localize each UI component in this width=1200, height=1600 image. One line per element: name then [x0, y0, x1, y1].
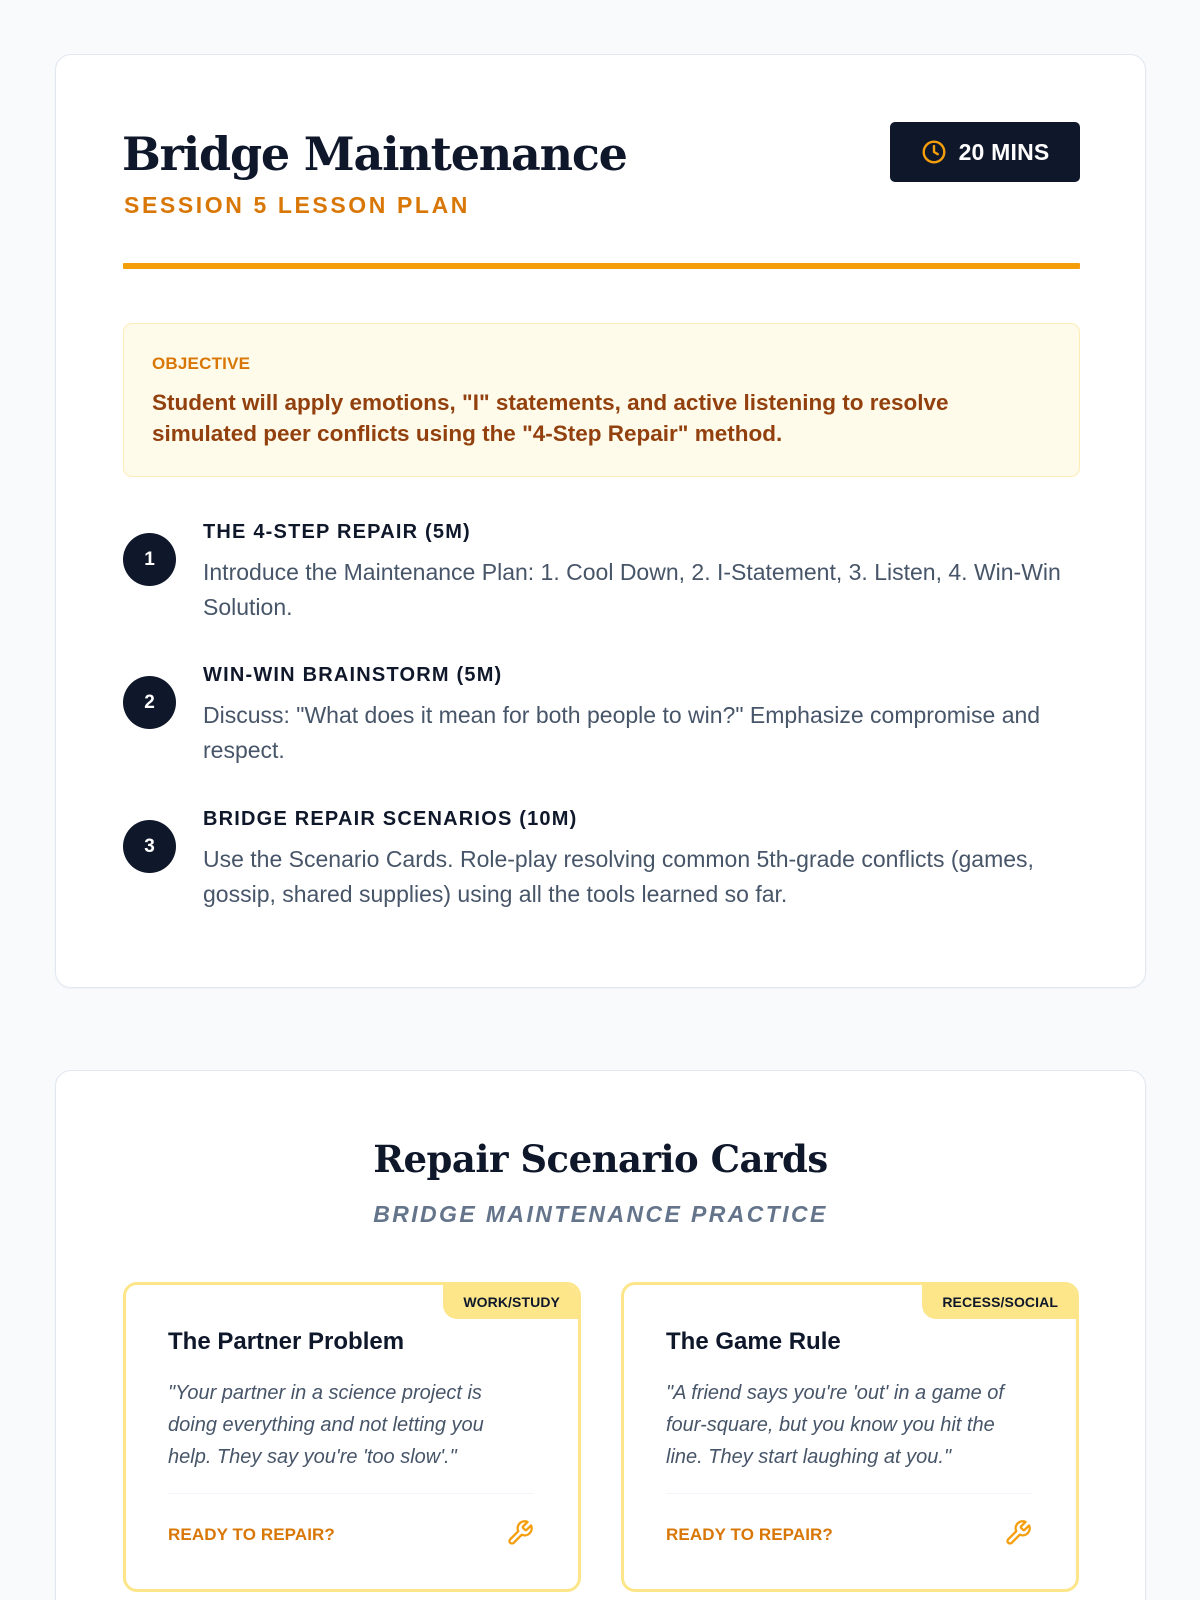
step-number-badge: 1: [123, 533, 176, 586]
wrench-icon: [506, 1519, 534, 1547]
lesson-subtitle: SESSION 5 LESSON PLAN: [124, 192, 470, 218]
scenarios-subtitle: BRIDGE MAINTENANCE PRACTICE: [373, 1201, 828, 1227]
step-description: Discuss: "What does it mean for both people to win?" Emphasize compromise and respect.: [203, 702, 1041, 763]
duration-label: 20 MINS: [958, 138, 1050, 165]
wrench-icon: [1004, 1519, 1032, 1547]
scenario-title: The Game Rule: [666, 1328, 841, 1355]
clock-icon: [921, 139, 947, 165]
scenario-text: "Your partner in a science project is doing everything and not letting you help. They say you're 'too slow'.": [168, 1382, 484, 1468]
objective-text: Student will apply emotions, "I" statements, and active listening to resolve simulated peer conflicts using the "4-Step Repair" method.: [152, 390, 949, 446]
scenario-card-partner-problem[interactable]: [123, 1282, 581, 1592]
scenario-title: The Partner Problem: [168, 1328, 405, 1355]
objective-label: OBJECTIVE: [152, 354, 251, 373]
scenario-card-game-rule[interactable]: [621, 1282, 1079, 1592]
scenario-text: "A friend says you're 'out' in a game of four-square, but you know you hit the line. They start laughing at you.": [666, 1382, 1004, 1468]
ready-to-repair-label[interactable]: READY TO REPAIR?: [666, 1525, 833, 1544]
step-description: Introduce the Maintenance Plan: 1. Cool Down, 2. I-Statement, 3. Listen, 4. Win-Win Solution.: [203, 559, 1061, 620]
step-title: WIN-WIN BRAINSTORM (5M): [203, 664, 503, 686]
scenario-tag: WORK/STUDY: [443, 1285, 578, 1319]
lesson-plan-card: [55, 54, 1146, 988]
lesson-title: Bridge Maintenance: [122, 127, 627, 181]
accent-divider: [123, 263, 1080, 269]
step-number-badge: 3: [123, 820, 176, 873]
objective-box: [123, 323, 1080, 477]
duration-badge: [890, 122, 1080, 182]
scenarios-title: Repair Scenario Cards: [373, 1137, 828, 1181]
scenario-tag: RECESS/SOCIAL: [922, 1285, 1076, 1319]
scenario-cards-section: [55, 1070, 1146, 1600]
step-description: Use the Scenario Cards. Role-play resolving common 5th-grade conflicts (games, gossip, shared supplies) using all the tools learned so far.: [203, 846, 1034, 907]
scenario-divider: [168, 1493, 534, 1494]
scenario-divider: [666, 1493, 1032, 1494]
step-title: THE 4-STEP REPAIR (5M): [203, 521, 471, 543]
step-number-badge: 2: [123, 676, 176, 729]
step-title: BRIDGE REPAIR SCENARIOS (10M): [203, 808, 578, 830]
ready-to-repair-label[interactable]: READY TO REPAIR?: [168, 1525, 335, 1544]
